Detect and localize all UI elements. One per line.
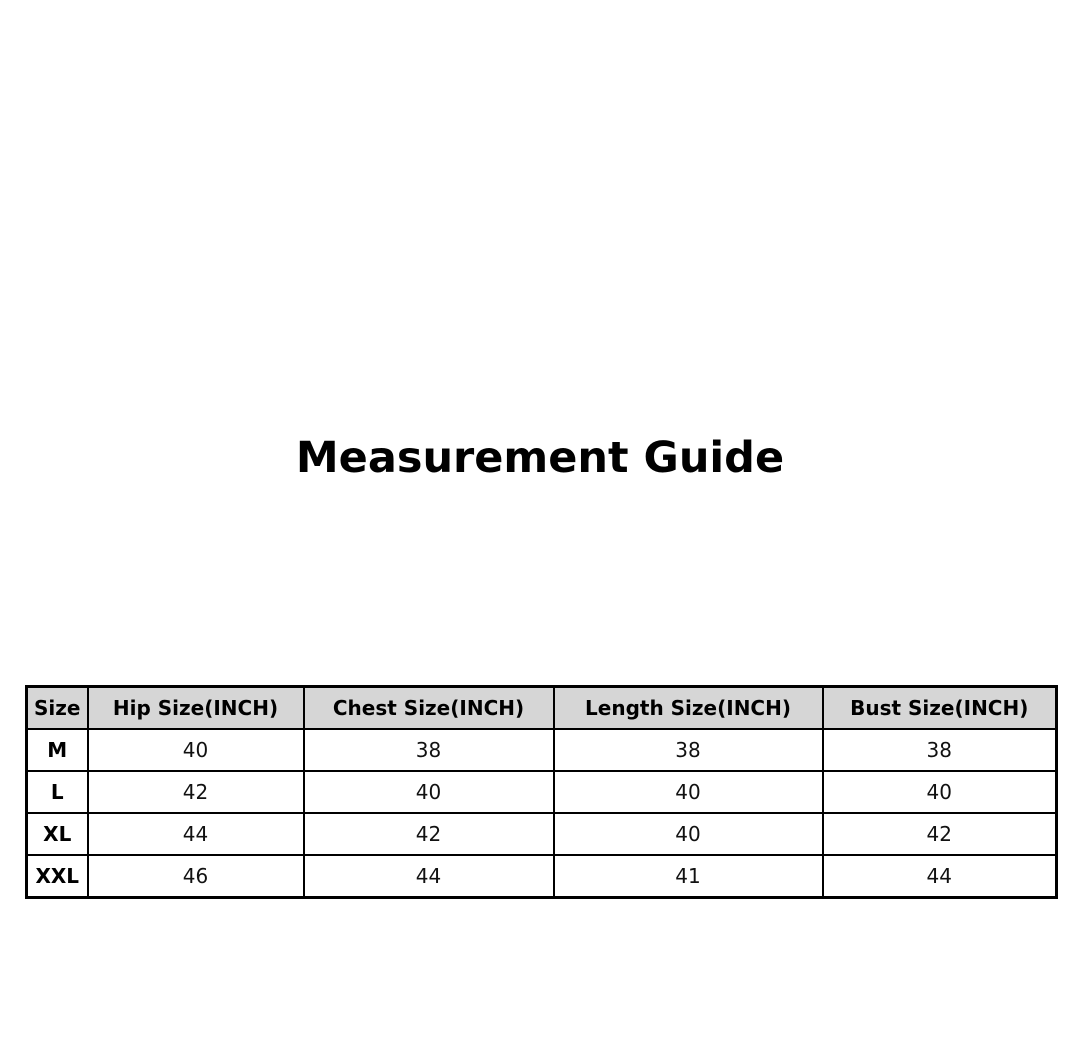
length-value: 40: [554, 813, 823, 855]
header-bust-size: Bust Size(INCH): [823, 687, 1057, 730]
hip-value: 40: [88, 729, 304, 771]
header-size: Size: [27, 687, 88, 730]
length-value: 40: [554, 771, 823, 813]
bust-value: 40: [823, 771, 1057, 813]
hip-value: 44: [88, 813, 304, 855]
bust-value: 42: [823, 813, 1057, 855]
hip-value: 42: [88, 771, 304, 813]
table-row: [27, 813, 1057, 855]
size-label: XL: [27, 813, 88, 855]
bust-value: 44: [823, 855, 1057, 898]
page-title: Measurement Guide: [295, 433, 785, 483]
hip-value: 46: [88, 855, 304, 898]
header-hip-size: Hip Size(INCH): [88, 687, 304, 730]
chest-value: 40: [304, 771, 554, 813]
table-row: [27, 771, 1057, 813]
length-value: 41: [554, 855, 823, 898]
table-row: [27, 855, 1057, 898]
header-chest-size: Chest Size(INCH): [304, 687, 554, 730]
size-chart-table: [25, 685, 1058, 899]
size-label: L: [27, 771, 88, 813]
table-header-row: [27, 687, 1057, 730]
size-label: M: [27, 729, 88, 771]
chest-value: 38: [304, 729, 554, 771]
header-length-size: Length Size(INCH): [554, 687, 823, 730]
length-value: 38: [554, 729, 823, 771]
size-label: XXL: [27, 855, 88, 898]
chest-value: 44: [304, 855, 554, 898]
table-row: [27, 729, 1057, 771]
chest-value: 42: [304, 813, 554, 855]
bust-value: 38: [823, 729, 1057, 771]
